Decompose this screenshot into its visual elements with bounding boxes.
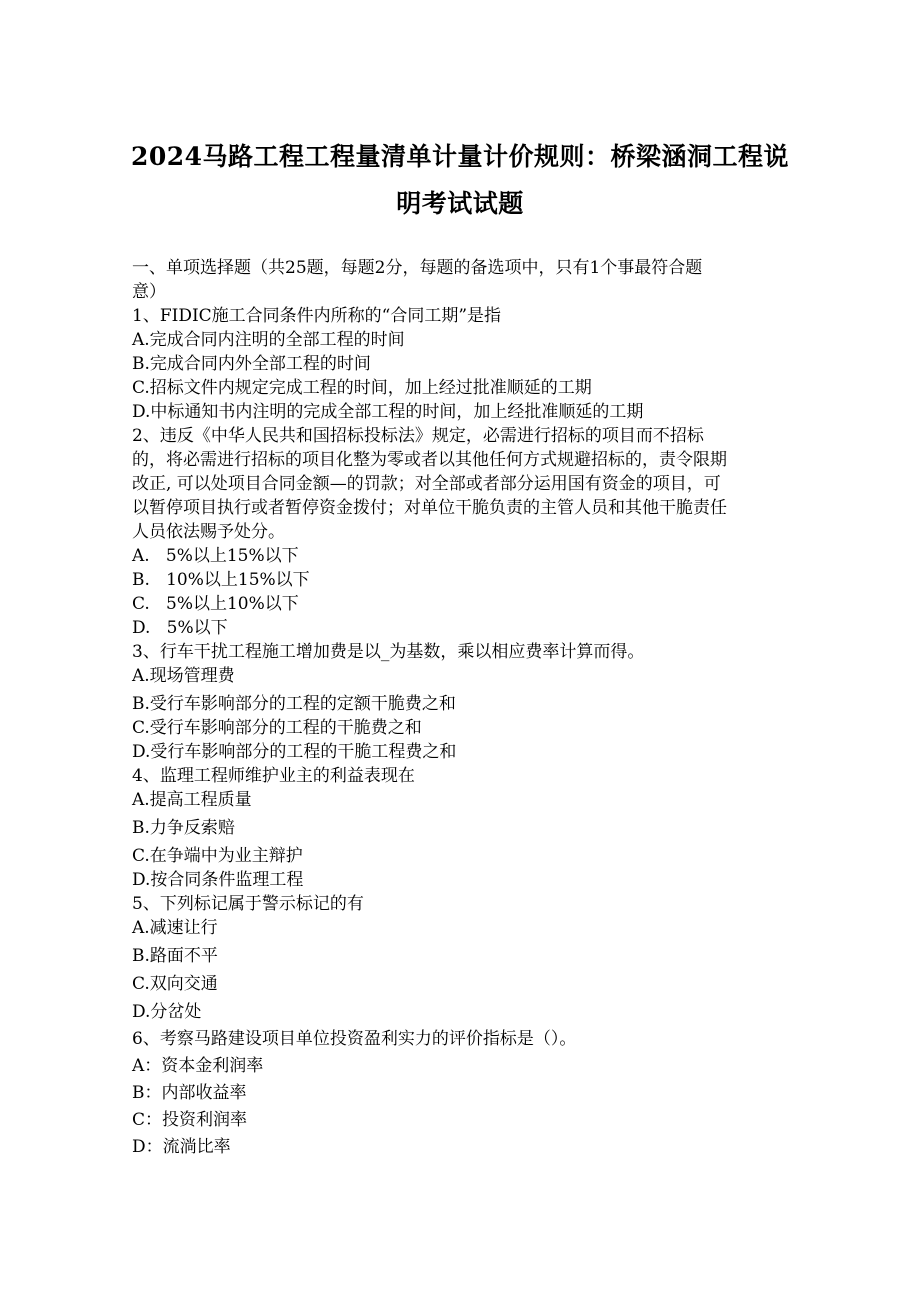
question-stem-continued: 改正, 可以处项目合同金额—的罚款；对全部或者部分运用国有资金的项目，可 xyxy=(132,474,721,494)
question-stem-continued: 以暂停项目执行或者暂停资金拨付；对单位干脆负责的主管人员和其他干脆责任 xyxy=(132,498,727,518)
option-c: C.招标文件内规定完成工程的时间，加上经过批准顺延的工期 xyxy=(132,378,592,398)
section-header: 一、单项选择题（共25题，每题2分，每题的备选项中，只有1个事最符合题 xyxy=(132,258,703,278)
document-title-line-2: 明考试试题 xyxy=(396,189,524,218)
question-stem-continued: 的，将必需进行招标的项目化整为零或者以其他任何方式规避招标的，责令限期 xyxy=(132,450,727,470)
option-c: C：投资利润率 xyxy=(132,1110,248,1130)
section-header-continued: 意） xyxy=(132,282,166,302)
option-d: D.按合同条件监理工程 xyxy=(132,870,304,890)
option-d: D. 5%以下 xyxy=(132,618,228,638)
option-a: A.现场管理费 xyxy=(132,666,235,686)
option-b: B.力争反索赔 xyxy=(132,818,235,838)
option-a: A.减速让行 xyxy=(132,918,218,938)
option-d: D：流淌比率 xyxy=(132,1137,231,1157)
question-stem: 6、考察马路建设项目单位投资盈利实力的评价指标是（）。 xyxy=(132,1029,577,1049)
question-stem: 4、监理工程师维护业主的利益表现在 xyxy=(132,766,415,786)
question-stem-continued: 人员依法赐予处分。 xyxy=(132,522,285,542)
option-c: C.在争端中为业主辩护 xyxy=(132,846,303,866)
question-stem: 3、行车干扰工程施工增加费是以_为基数，乘以相应费率计算而得。 xyxy=(132,642,645,662)
option-b: B.受行车影响部分的工程的定额干脆费之和 xyxy=(132,694,456,714)
option-b: B：内部收益率 xyxy=(132,1083,247,1103)
option-b: B.完成合同内外全部工程的时间 xyxy=(132,354,371,374)
question-stem: 5、下列标记属于警示标记的有 xyxy=(132,894,364,914)
question-stem: 1、FIDIC施工合同条件内所称的“合同工期”是指 xyxy=(132,306,502,326)
option-b: B. 10%以上15%以下 xyxy=(132,570,310,590)
question-1 xyxy=(132,304,792,424)
option-a: A.提高工程质量 xyxy=(132,790,252,810)
question-5 xyxy=(132,892,792,1024)
question-2 xyxy=(132,424,792,640)
option-d: D.分岔处 xyxy=(132,1002,202,1022)
option-c: C.双向交通 xyxy=(132,974,218,994)
option-d: D.中标通知书内注明的完成全部工程的时间，加上经批准顺延的工期 xyxy=(132,402,644,422)
question-4 xyxy=(132,764,792,892)
question-3 xyxy=(132,640,792,764)
option-a: A：资本金利润率 xyxy=(132,1056,264,1076)
option-a: A. 5%以上15%以下 xyxy=(132,546,299,566)
question-6 xyxy=(132,1027,792,1159)
option-c: C. 5%以上10%以下 xyxy=(132,594,299,614)
option-a: A.完成合同内注明的全部工程的时间 xyxy=(132,330,405,350)
option-c: C.受行车影响部分的工程的干脆费之和 xyxy=(132,718,422,738)
document-title-line-1: 2024马路工程工程量清单计量计价规则：桥梁涵洞工程说 xyxy=(130,142,790,171)
option-b: B.路面不平 xyxy=(132,946,218,966)
question-stem: 2、违反《中华人民共和国招标投标法》规定，必需进行招标的项目而不招标 xyxy=(132,426,704,446)
document-body xyxy=(132,256,792,1159)
option-d: D.受行车影响部分的工程的干脆工程费之和 xyxy=(132,742,457,762)
